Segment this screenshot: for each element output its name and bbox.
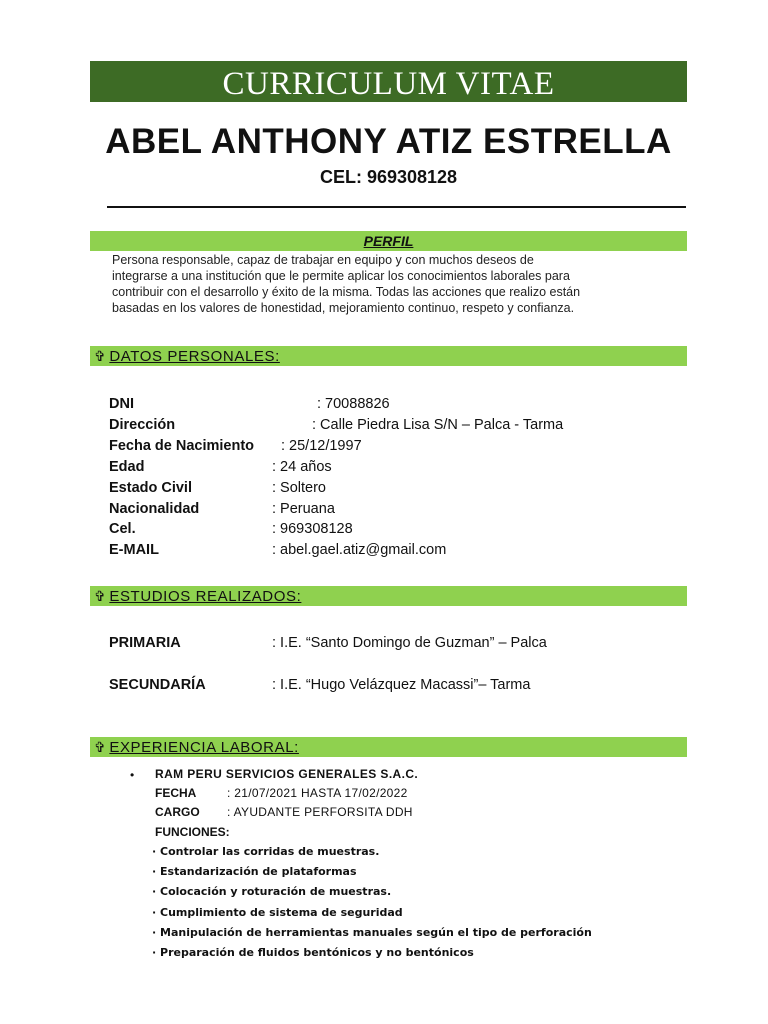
perfil-paragraph [112, 252, 686, 316]
funcion-item: · Colocación y roturación de muestras. [152, 885, 392, 898]
perfil-heading: PERFIL [363, 233, 414, 249]
datos-label: Nacionalidad [109, 501, 200, 517]
datos-label: Cel. [109, 521, 136, 537]
cross-icon: ✞ [94, 739, 107, 755]
datos-value: : Calle Piedra Lisa S/N – Palca - Tarma [312, 417, 564, 433]
datos-section-bar [90, 346, 687, 366]
datos-value: : 70088826 [317, 396, 390, 412]
funcion-item: · Cumplimiento de sistema de seguridad [152, 906, 403, 919]
datos-value: : Peruana [272, 501, 335, 517]
datos-value: : abel.gael.atiz@gmail.com [272, 542, 447, 558]
experiencia-section-bar [90, 737, 687, 757]
full-name: ABEL ANTHONY ATIZ ESTRELLA [105, 122, 672, 161]
estudios-section-bar [90, 586, 687, 606]
perfil-line: Persona responsable, capaz de trabajar en equipo y con muchos deseos de [112, 253, 534, 267]
datos-value: : 969308128 [272, 521, 353, 537]
estudios-heading [94, 587, 301, 606]
perfil-line: integrarse a una institución que le permite aplicar los conocimientos laborales para [112, 269, 570, 283]
datos-label: E-MAIL [109, 542, 159, 558]
funcion-item: · Controlar las corridas de muestras. [152, 845, 380, 858]
datos-label: Fecha de Nacimiento [109, 438, 255, 454]
estudios-label: SECUNDARÍA [109, 677, 206, 693]
cross-icon: ✞ [94, 348, 107, 364]
job-cargo-value: : AYUDANTE PERFORSITA DDH [227, 805, 413, 819]
bullet-icon: • [130, 768, 135, 782]
estudios-value: : I.E. “Santo Domingo de Guzman” – Palca [272, 635, 547, 651]
document-title: CURRICULUM VITAE [222, 66, 555, 102]
estudios-label: PRIMARIA [109, 635, 181, 651]
datos-label: Estado Civil [109, 480, 192, 496]
funcion-item: · Preparación de fluidos bentónicos y no bentónicos [152, 946, 474, 959]
job-fecha-row [155, 786, 408, 800]
document-title-bar [90, 61, 687, 102]
datos-value: : Soltero [272, 480, 326, 496]
job-fecha-label: FECHA [155, 786, 197, 800]
perfil-line: basadas en los valores de honestidad, mejoramiento continuo, respeto y confianza. [112, 301, 575, 315]
datos-label: Edad [109, 459, 145, 475]
header-phone: CEL: 969308128 [319, 167, 458, 187]
experiencia-heading-text: EXPERIENCIA LABORAL: [109, 739, 299, 756]
perfil-line: contribuir con el desarrollo y éxito de la misma. Todas las acciones que realizo están [112, 285, 581, 299]
funcion-item: · Manipulación de herramientas manuales según el tipo de perforación [152, 926, 592, 939]
estudios-value: : I.E. “Hugo Velázquez Macassi”– Tarma [272, 677, 531, 693]
job-cargo-row [155, 805, 413, 819]
funcion-item: · Estandarización de plataformas [152, 865, 357, 878]
datos-label: Dirección [109, 417, 176, 433]
estudios-heading-text: ESTUDIOS REALIZADOS: [109, 588, 302, 605]
job-cargo-label: CARGO [155, 805, 200, 819]
job-fecha-value: : 21/07/2021 HASTA 17/02/2022 [227, 786, 408, 800]
perfil-section-bar [90, 231, 687, 251]
funciones-heading: FUNCIONES: [155, 825, 230, 839]
experiencia-heading [94, 738, 299, 757]
header-divider [107, 206, 686, 208]
datos-heading [94, 347, 280, 366]
datos-heading-text: DATOS PERSONALES: [109, 348, 280, 365]
datos-value: : 24 años [272, 459, 332, 475]
cross-icon: ✞ [94, 588, 107, 604]
job-company: RAM PERU SERVICIOS GENERALES S.A.C. [155, 767, 419, 781]
datos-label: DNI [109, 396, 134, 412]
datos-value: : 25/12/1997 [281, 438, 362, 454]
